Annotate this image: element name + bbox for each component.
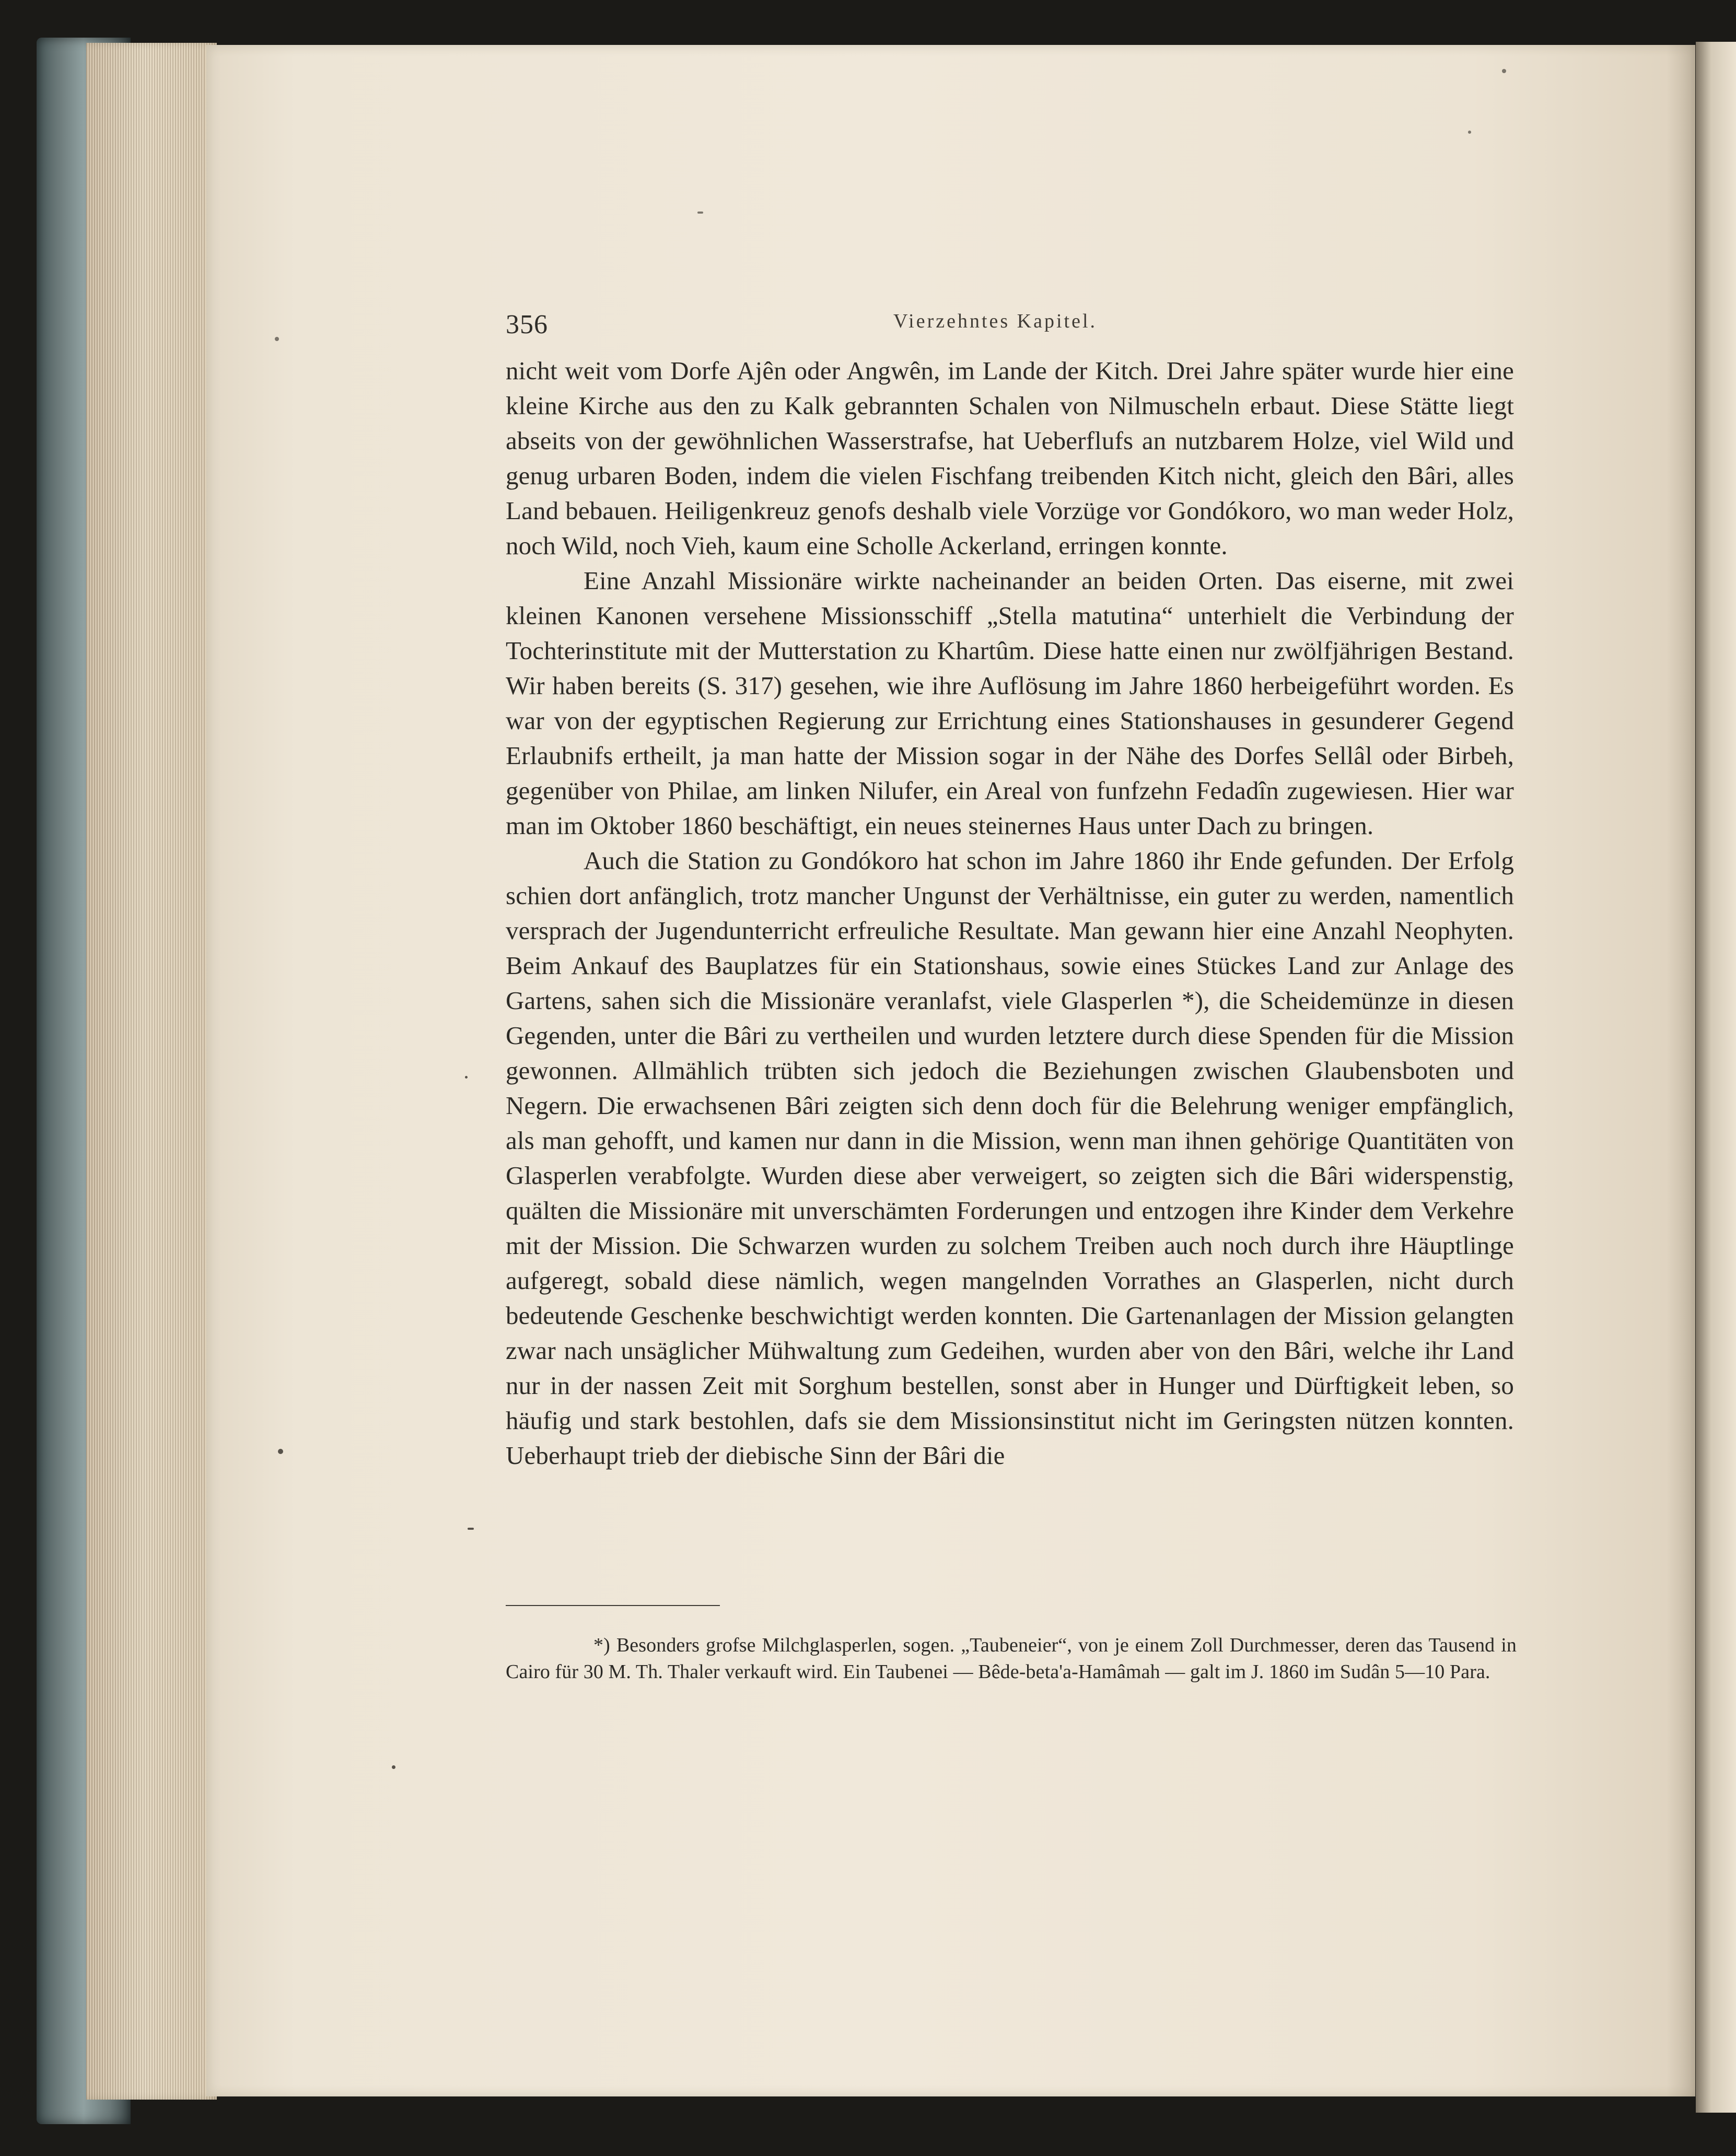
- body-paragraph: Eine Anzahl Missionäre wirkte nacheinander an beiden Orten. Das eiserne, mit zwei kleinen Kanonen versehene Missionsschiff „Stella matutina“ unterhielt die Verbindung der Tochterinstitute mit der Mutterstation zu Khartûm. Diese hatte einen nur zwölfjährigen Bestand. Wir haben bereits (S. 317) gesehen, wie ihre Auflösung im Jahre 1860 herbeigeführt worden. Es war von der egyptischen Regierung zur Errichtung eines Stationshauses in gesunderer Gegend Erlaubnifs ertheilt, ja man hatte der Mission sogar in der Nähe des Dorfes Sellâl oder Birbeh, gegenüber von Philae, am linken Nilufer, ein Areal von funfzehn Fedadîn zugewiesen. Hier war man im Oktober 1860 beschäftigt, ein neues steinernes Haus unter Dach zu bringen.: [506, 566, 1514, 840]
- page-edge-stack: [86, 43, 217, 2100]
- footnote: *) Besonders grofse Milchglasperlen, sogen. „Taubeneier“, von je einem Zoll Durchmesser, deren das Tausend in Cairo für 30 M. Th. Thaler verkauft wird. Ein Taubenei — Bêde-beta'a-Hamâmah — galt im J. 1860 im Sudân 5—10 Para.: [506, 1634, 1517, 1683]
- body-paragraph: Auch die Station zu Gondókoro hat schon im Jahre 1860 ihr Ende gefunden. Der Erfolg schien dort anfänglich, trotz mancher Ungunst der Verhältnisse, ein guter zu werden, namentlich versprach der Jugendunterricht erfreuliche Resultate. Man gewann hier eine Anzahl Neophyten. Beim Ankauf des Bauplatzes für ein Stationshaus, sowie eines Stückes Land zur Anlage des Gartens, sahen sich die Missionäre veranlafst, viele Glasperlen *), die Scheidemünze in diesen Gegenden, unter die Bâri zu vertheilen und wurden letztere durch diese Spenden für die Mission gewonnen. Allmählich trübten sich jedoch die Beziehungen zwischen Glaubensboten und Negern. Die erwachsenen Bâri zeigten sich denn doch für die Belehrung weniger empfänglich, als man gehofft, und kamen nur dann in die Mission, wenn man ihnen gehörige Quantitäten von Glasperlen verabfolgte. Wurden diese aber verweigert, so zeigten sich die Bâri widerspenstig, quälten die Missionäre mit unverschämten Forderungen und entzogen ihre Kinder dem Verkehre mit der Mission. Die Schwarzen wurden zu solchem Treiben auch noch durch ihre Häuptlinge aufgeregt, sobald diese nämlich, wegen mangelnden Vorrathes an Glasperlen, nicht durch bedeutende Geschenke beschwichtigt werden konnten. Die Gartenanlagen der Mission gelangten zwar nach unsäglicher Mühwaltung zum Gedeihen, wurden aber von den Bâri, welche ihr Land nur in der nassen Zeit mit Sorghum bestellen, sonst aber in Hunger und Dürftigkeit leben, so häufig und stark bestohlen, dafs sie dem Missionsinstitut nicht im Geringsten nützen konnten. Ueberhaupt trieb der diebische Sinn der Bâri die: [506, 846, 1514, 1470]
- paper-speck: [697, 212, 703, 214]
- page-number: 356: [506, 310, 548, 339]
- opposite-page-edge: [1696, 42, 1736, 2113]
- margin-dot: [392, 1765, 395, 1769]
- running-head: Vierzehntes Kapitel.: [893, 310, 1098, 332]
- paper-speck: [1468, 131, 1471, 134]
- margin-dot: [278, 1449, 283, 1454]
- footnote-rule: [506, 1605, 720, 1606]
- margin-dot: [468, 1528, 474, 1530]
- paper-speck: [275, 337, 279, 341]
- margin-dot: [465, 1076, 468, 1079]
- paper-speck: [1502, 69, 1506, 73]
- main-text-block: [506, 353, 1514, 1473]
- body-paragraph: nicht weit vom Dorfe Ajên oder Angwên, im Lande der Kitch. Drei Jahre später wurde hier eine kleine Kirche aus den zu Kalk gebrannten Schalen von Nilmuscheln erbaut. Diese Stätte liegt abseits von der gewöhnlichen Wasserstrafse, hat Ueberflufs an nutzbarem Holze, viel Wild und genug urbaren Boden, indem die vielen Fischfang treibenden Kitch nicht, gleich den Bâri, alles Land bebauen. Heiligenkreuz genofs deshalb viele Vorzüge vor Gondókoro, wo man weder Holz, noch Wild, noch Vieh, kaum eine Scholle Ackerland, erringen konnte.: [506, 356, 1514, 560]
